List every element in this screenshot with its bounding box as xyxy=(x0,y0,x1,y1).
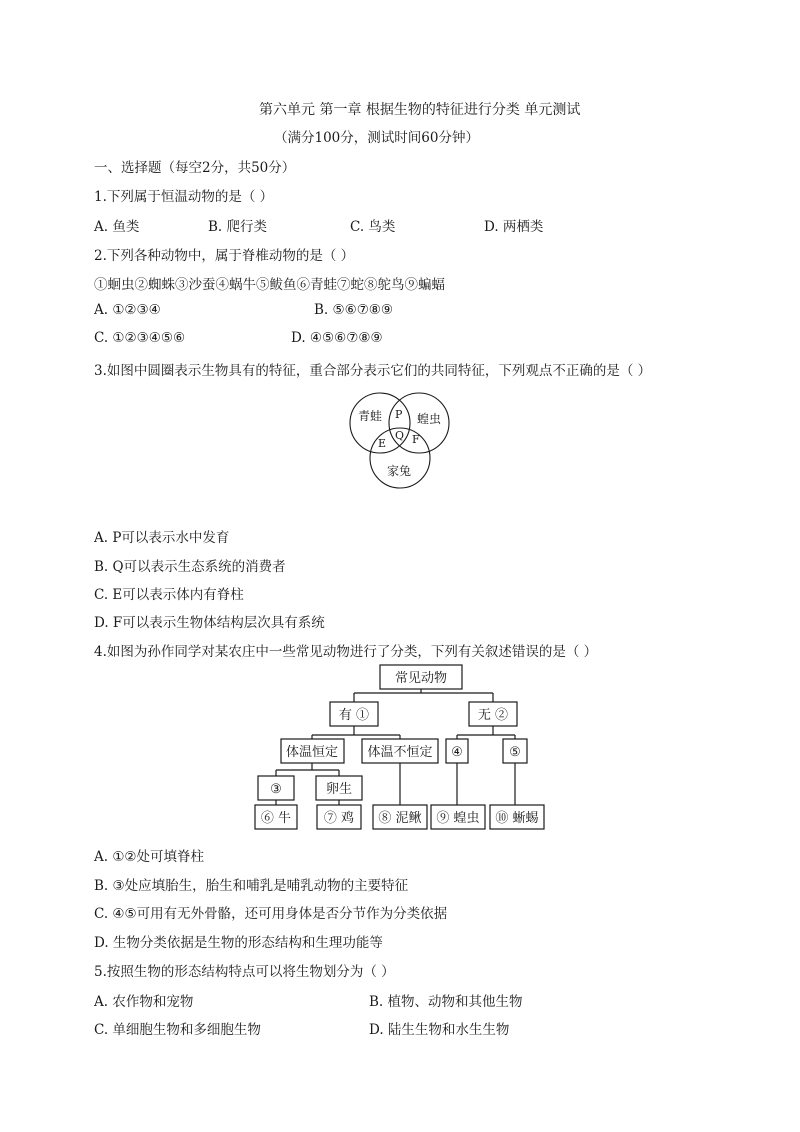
venn-label-locust: 蝗虫 xyxy=(417,412,442,426)
q4-option-b: B. ③处应填胎生，胎生和哺乳是哺乳动物的主要特征 xyxy=(94,878,409,894)
svg-text:⑤: ⑤ xyxy=(509,745,521,760)
node-loach xyxy=(373,805,427,829)
venn-region-p: P xyxy=(395,408,403,421)
svg-text:⑦ 鸡: ⑦ 鸡 xyxy=(323,811,355,826)
q5-stem: 5.按照生物的形态结构特点可以将生物划分为（ ） xyxy=(94,964,395,980)
q1-option-b: B. 爬行类 xyxy=(208,219,268,235)
q5-option-b: B. 植物、动物和其他生物 xyxy=(369,994,523,1010)
q4-option-c: C. ④⑤可用有无外骨骼，还可用身体是否分节作为分类依据 xyxy=(94,906,448,922)
q1-option-a: A. 鱼类 xyxy=(94,219,140,235)
q4-option-d: D. 生物分类依据是生物的形态结构和生理功能等 xyxy=(94,935,383,951)
q2-option-d: D. ④⑤⑥⑦⑧⑨ xyxy=(291,330,383,346)
svg-text:⑨ 蝗虫: ⑨ 蝗虫 xyxy=(436,811,480,826)
node-has-1 xyxy=(330,702,378,726)
q3-stem: 3.如图中圆圈表示生物具有的特征，重合部分表示它们的共同特征，下列观点不正确的是（ ） xyxy=(94,363,652,379)
svg-text:④: ④ xyxy=(451,745,463,760)
q2-option-c: C. ①②③④⑤⑥ xyxy=(94,330,186,346)
svg-text:体温恒定: 体温恒定 xyxy=(285,745,339,760)
venn-region-q: Q xyxy=(395,429,405,442)
node-4 xyxy=(446,739,468,763)
q1-option-c: C. 鸟类 xyxy=(350,219,396,235)
svg-text:常见动物: 常见动物 xyxy=(394,671,448,686)
q1-stem: 1.下列属于恒温动物的是（ ） xyxy=(94,189,274,205)
node-cold-blooded xyxy=(362,739,438,763)
q3-option-c: C. E可以表示体内有脊柱 xyxy=(94,587,244,603)
q2-option-a: A. ①②③④ xyxy=(94,302,161,318)
node-5 xyxy=(503,739,527,763)
svg-text:⑥ 牛: ⑥ 牛 xyxy=(260,811,292,826)
node-oviparous xyxy=(316,776,362,800)
svg-text:无 ②: 无 ② xyxy=(477,708,509,723)
node-warm-blooded xyxy=(281,739,344,763)
venn-region-f: F xyxy=(412,433,420,446)
svg-text:⑧ 泥鳅: ⑧ 泥鳅 xyxy=(378,811,422,826)
venn-label-rabbit: 家兔 xyxy=(387,464,412,478)
page-subtitle: （满分100分，测试时间60分钟） xyxy=(274,130,479,146)
svg-text:有 ①: 有 ① xyxy=(338,708,370,723)
q3-option-b: B. Q可以表示生态系统的消费者 xyxy=(94,559,286,575)
svg-text:③: ③ xyxy=(270,782,282,797)
node-no-2 xyxy=(469,702,517,726)
node-cow xyxy=(255,805,297,829)
q5-option-c: C. 单细胞生物和多细胞生物 xyxy=(94,1022,261,1038)
node-3 xyxy=(258,776,294,800)
node-lizard xyxy=(490,805,544,829)
q2-stem: 2.下列各种动物中，属于脊椎动物的是（ ） xyxy=(94,248,355,264)
q4-stem: 4.如图为孙作同学对某农庄中一些常见动物进行了分类，下列有关叙述错误的是（ ） xyxy=(94,644,598,660)
node-chicken xyxy=(317,805,361,829)
node-root xyxy=(380,665,462,689)
q3-option-a: A. P可以表示水中发育 xyxy=(94,530,230,546)
section-heading: 一、选择题（每空2分，共50分） xyxy=(94,160,296,176)
q2-option-b: B. ⑤⑥⑦⑧⑨ xyxy=(314,302,394,318)
q1-option-d: D. 两栖类 xyxy=(484,219,544,235)
q2-animal-list: ①蛔虫②蜘蛛③沙蚕④蜗牛⑤鲅鱼⑥青蛙⑦蛇⑧鸵鸟⑨蝙蝠 xyxy=(94,277,445,293)
q5-option-a: A. 农作物和宠物 xyxy=(94,994,194,1010)
svg-text:体温不恒定: 体温不恒定 xyxy=(367,745,433,760)
venn-label-frog: 青蛙 xyxy=(358,409,383,423)
q5-option-d: D. 陆生生物和水生生物 xyxy=(369,1022,510,1038)
svg-text:⑩ 蜥蜴: ⑩ 蜥蜴 xyxy=(495,811,539,826)
node-locust xyxy=(431,805,485,829)
q4-option-a: A. ①②处可填脊柱 xyxy=(94,849,205,865)
q3-option-d: D. F可以表示生物体结构层次具有系统 xyxy=(94,615,325,631)
svg-text:卵生: 卵生 xyxy=(325,782,353,797)
venn-region-e: E xyxy=(378,437,387,450)
page-title: 第六单元 第一章 根据生物的特征进行分类 单元测试 xyxy=(259,102,581,118)
